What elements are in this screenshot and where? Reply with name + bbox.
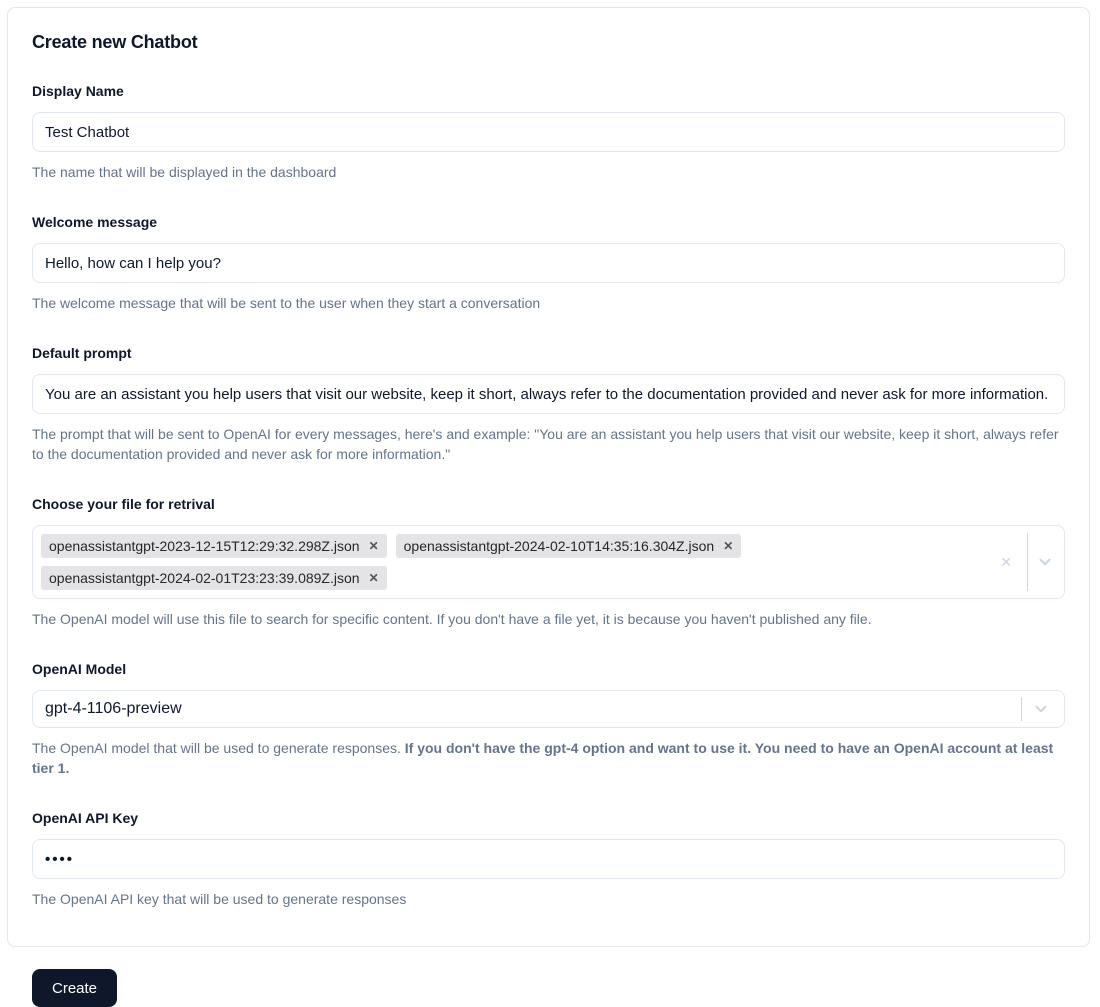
- page-title: Create new Chatbot: [32, 32, 198, 52]
- api-key-group: [32, 810, 1065, 909]
- display-name-label: Display Name: [32, 83, 124, 99]
- remove-tag-icon[interactable]: ✕: [368, 539, 379, 553]
- divider: [1027, 533, 1028, 591]
- display-name-helper: The name that will be displayed in the dashboard: [32, 164, 337, 180]
- file-tag: [396, 534, 742, 558]
- file-tag-label: openassistantgpt-2024-02-10T14:35:16.304Z.json: [403, 538, 715, 554]
- welcome-message-input[interactable]: [32, 243, 1065, 283]
- file-retrieval-label: Choose your file for retrival: [32, 496, 215, 512]
- model-group: [32, 661, 1065, 778]
- file-retrieval-helper: The OpenAI model will use this file to search for specific content. If you don't have a file yet, it is because you haven't published any file.: [32, 611, 872, 627]
- model-helper-bold: If you don't have the gpt-4 option and want to use it. You need to have an OpenAI account at least tier 1.: [32, 740, 1054, 776]
- create-chatbot-card: [7, 7, 1090, 997]
- welcome-message-group: [32, 214, 1065, 313]
- api-key-helper: The OpenAI API key that will be used to generate responses: [32, 891, 407, 907]
- model-selected-value: gpt-4-1106-preview: [45, 700, 182, 717]
- display-name-input[interactable]: [32, 112, 1065, 152]
- create-button[interactable]: Create: [32, 969, 117, 1007]
- file-tag: [41, 534, 387, 558]
- file-tag-label: openassistantgpt-2023-12-15T12:29:32.298Z.json: [49, 538, 360, 554]
- remove-tag-icon[interactable]: ✕: [723, 539, 734, 553]
- model-select[interactable]: [32, 690, 1065, 728]
- default-prompt-label: Default prompt: [32, 345, 132, 361]
- chevron-down-icon[interactable]: [1032, 700, 1050, 718]
- default-prompt-helper: The prompt that will be sent to OpenAI for every messages, here's and example: "You are an assistant you help users that visit our website, keep it short, always refer to the documentation provided and never ask for more information.": [32, 426, 1059, 462]
- model-helper: [32, 738, 1065, 778]
- file-tag: [41, 566, 387, 590]
- api-key-input[interactable]: [32, 839, 1065, 879]
- welcome-message-label: Welcome message: [32, 214, 158, 230]
- multiselect-controls: [978, 526, 1064, 598]
- display-name-group: [32, 83, 1065, 182]
- clear-selection-icon[interactable]: ✕: [1000, 554, 1012, 570]
- api-key-label: OpenAI API Key: [32, 810, 139, 826]
- model-label: OpenAI Model: [32, 661, 127, 677]
- model-helper-text: The OpenAI model that will be used to generate responses.: [32, 740, 405, 756]
- file-tag-label: openassistantgpt-2024-02-01T23:23:39.089Z.json: [49, 570, 360, 586]
- default-prompt-group: [32, 345, 1065, 464]
- file-multiselect[interactable]: [32, 525, 1065, 599]
- chevron-down-icon[interactable]: [1036, 553, 1054, 571]
- remove-tag-icon[interactable]: ✕: [368, 571, 379, 585]
- welcome-message-helper: The welcome message that will be sent to the user when they start a conversation: [32, 295, 541, 311]
- divider: [1021, 697, 1022, 721]
- file-retrieval-group: [32, 496, 1065, 629]
- default-prompt-input[interactable]: [32, 374, 1065, 414]
